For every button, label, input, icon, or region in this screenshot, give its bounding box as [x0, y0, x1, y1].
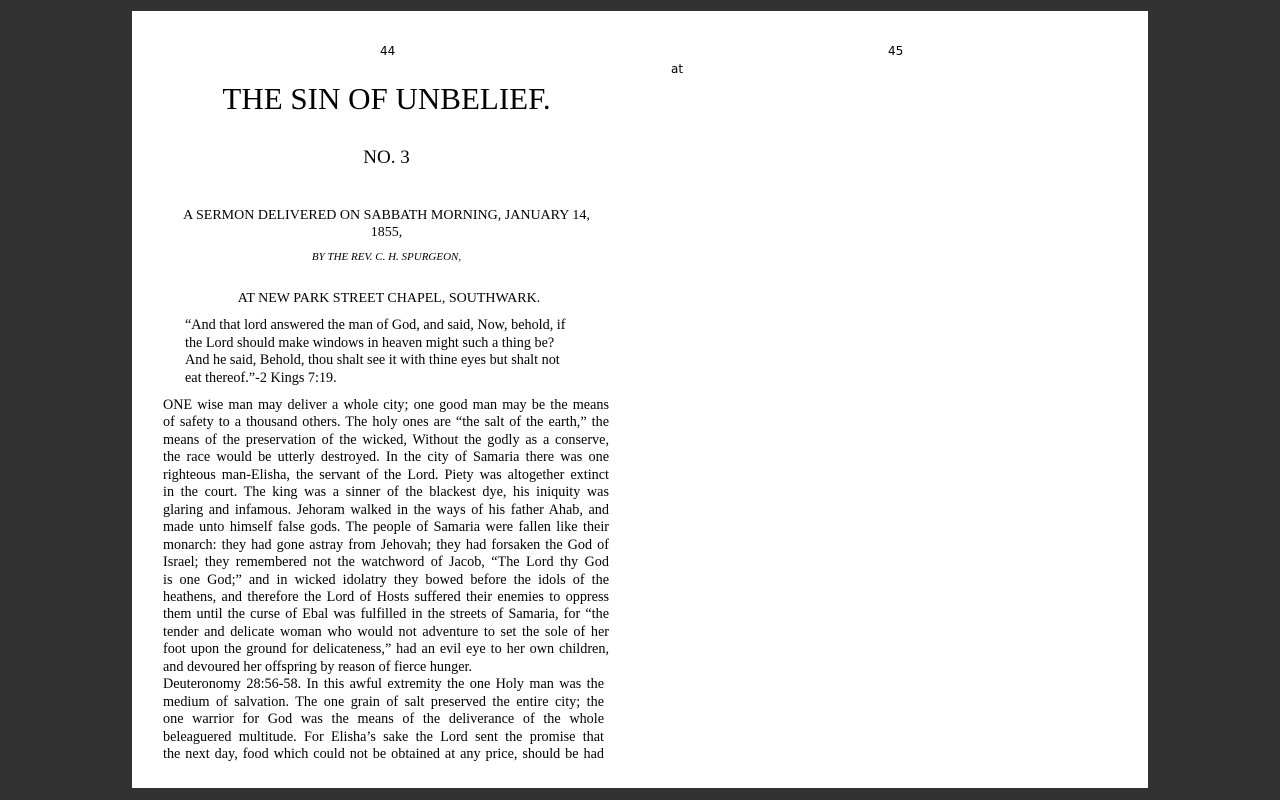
body-line: monarch: they had gone astray from Jehovah; they had forsaken the God of — [163, 536, 609, 553]
sermon-number: NO. 3 — [363, 147, 410, 168]
body-line: and devoured her offspring by reason of fierce hunger. — [163, 658, 472, 675]
body-line: one warrior for God was the means of the deliverance of the whole — [163, 711, 604, 728]
body-line: glaring and infamous. Jehoram walked in the ways of his father Ahab, and — [163, 501, 609, 518]
body-line: Deuteronomy 28:56-58. In this awful extremity the one Holy man was the — [163, 676, 604, 693]
scripture-line: And he said, Behold, thou shalt see it with thine eyes but shalt not — [185, 352, 560, 368]
sermon-body — [163, 397, 610, 764]
sermon-delivery-info — [163, 207, 610, 241]
body-line: foot upon the ground for delicateness,” had an evil eye to her own children, — [163, 641, 609, 658]
body-line: them until the curse of Ebal was fulfilled in the streets of Samaria, for “the — [163, 606, 609, 623]
delivery-line: A SERMON DELIVERED ON SABBATH MORNING, JANUARY 14, — [183, 208, 590, 223]
body-line: is one God;” and in wicked idolatry they bowed before the idols of the — [163, 571, 609, 588]
scripture-line: eat thereof.”-2 Kings 7:19. — [185, 369, 337, 386]
body-line: heathens, and therefore the Lord of Hosts suffered their enemies to oppress — [163, 588, 609, 605]
body-line: means of the preservation of the wicked, Without the godly as a conserve, — [163, 431, 609, 448]
scripture-line: “And that lord answered the man of God, and said, Now, behold, if — [185, 317, 566, 333]
sermon-location: AT NEW PARK STREET CHAPEL, SOUTHWARK. — [237, 291, 541, 306]
body-line: tender and delicate woman who would not adventure to set the sole of her — [163, 623, 609, 640]
body-line: the race would be utterly destroyed. In the city of Samaria there was one — [163, 449, 609, 466]
body-line: the next day, food which could not be obtained at any price, should be had — [163, 746, 604, 763]
sermon-title: THE SIN OF UNBELIEF. — [222, 81, 551, 116]
scripture-line: the Lord should make windows in heaven might such a thing be? — [185, 334, 555, 351]
body-line: in the court. The king was a sinner of the blackest dye, his iniquity was — [163, 484, 609, 501]
document-page-spread — [132, 11, 1148, 788]
sermon-author: BY THE REV. C. H. SPURGEON, — [311, 251, 462, 263]
body-line: of safety to a thousand others. The holy ones are “the salt of the earth,” the — [163, 414, 609, 431]
right-page-number: 45 — [888, 44, 904, 58]
body-line: beleaguered multitude. For Elisha’s sake the Lord sent the promise that — [163, 728, 604, 745]
body-line: made unto himself false gods. The people of Samaria were fallen like their — [163, 519, 609, 536]
body-line: medium of salvation. The one grain of salt preserved the entire city; the — [163, 693, 604, 710]
scripture-quote — [185, 317, 605, 387]
body-line: righteous man-Elisha, the servant of the Lord. Piety was altogether extinct — [163, 466, 609, 483]
right-page-text: at — [671, 62, 684, 76]
delivery-line: 1855, — [370, 225, 403, 240]
body-line: ONE wise man may deliver a whole city; one good man may be the means — [163, 397, 609, 413]
left-page-number: 44 — [380, 44, 396, 58]
body-line: Israel; they remembered not the watchword of Jacob, “The Lord thy God — [163, 554, 609, 571]
